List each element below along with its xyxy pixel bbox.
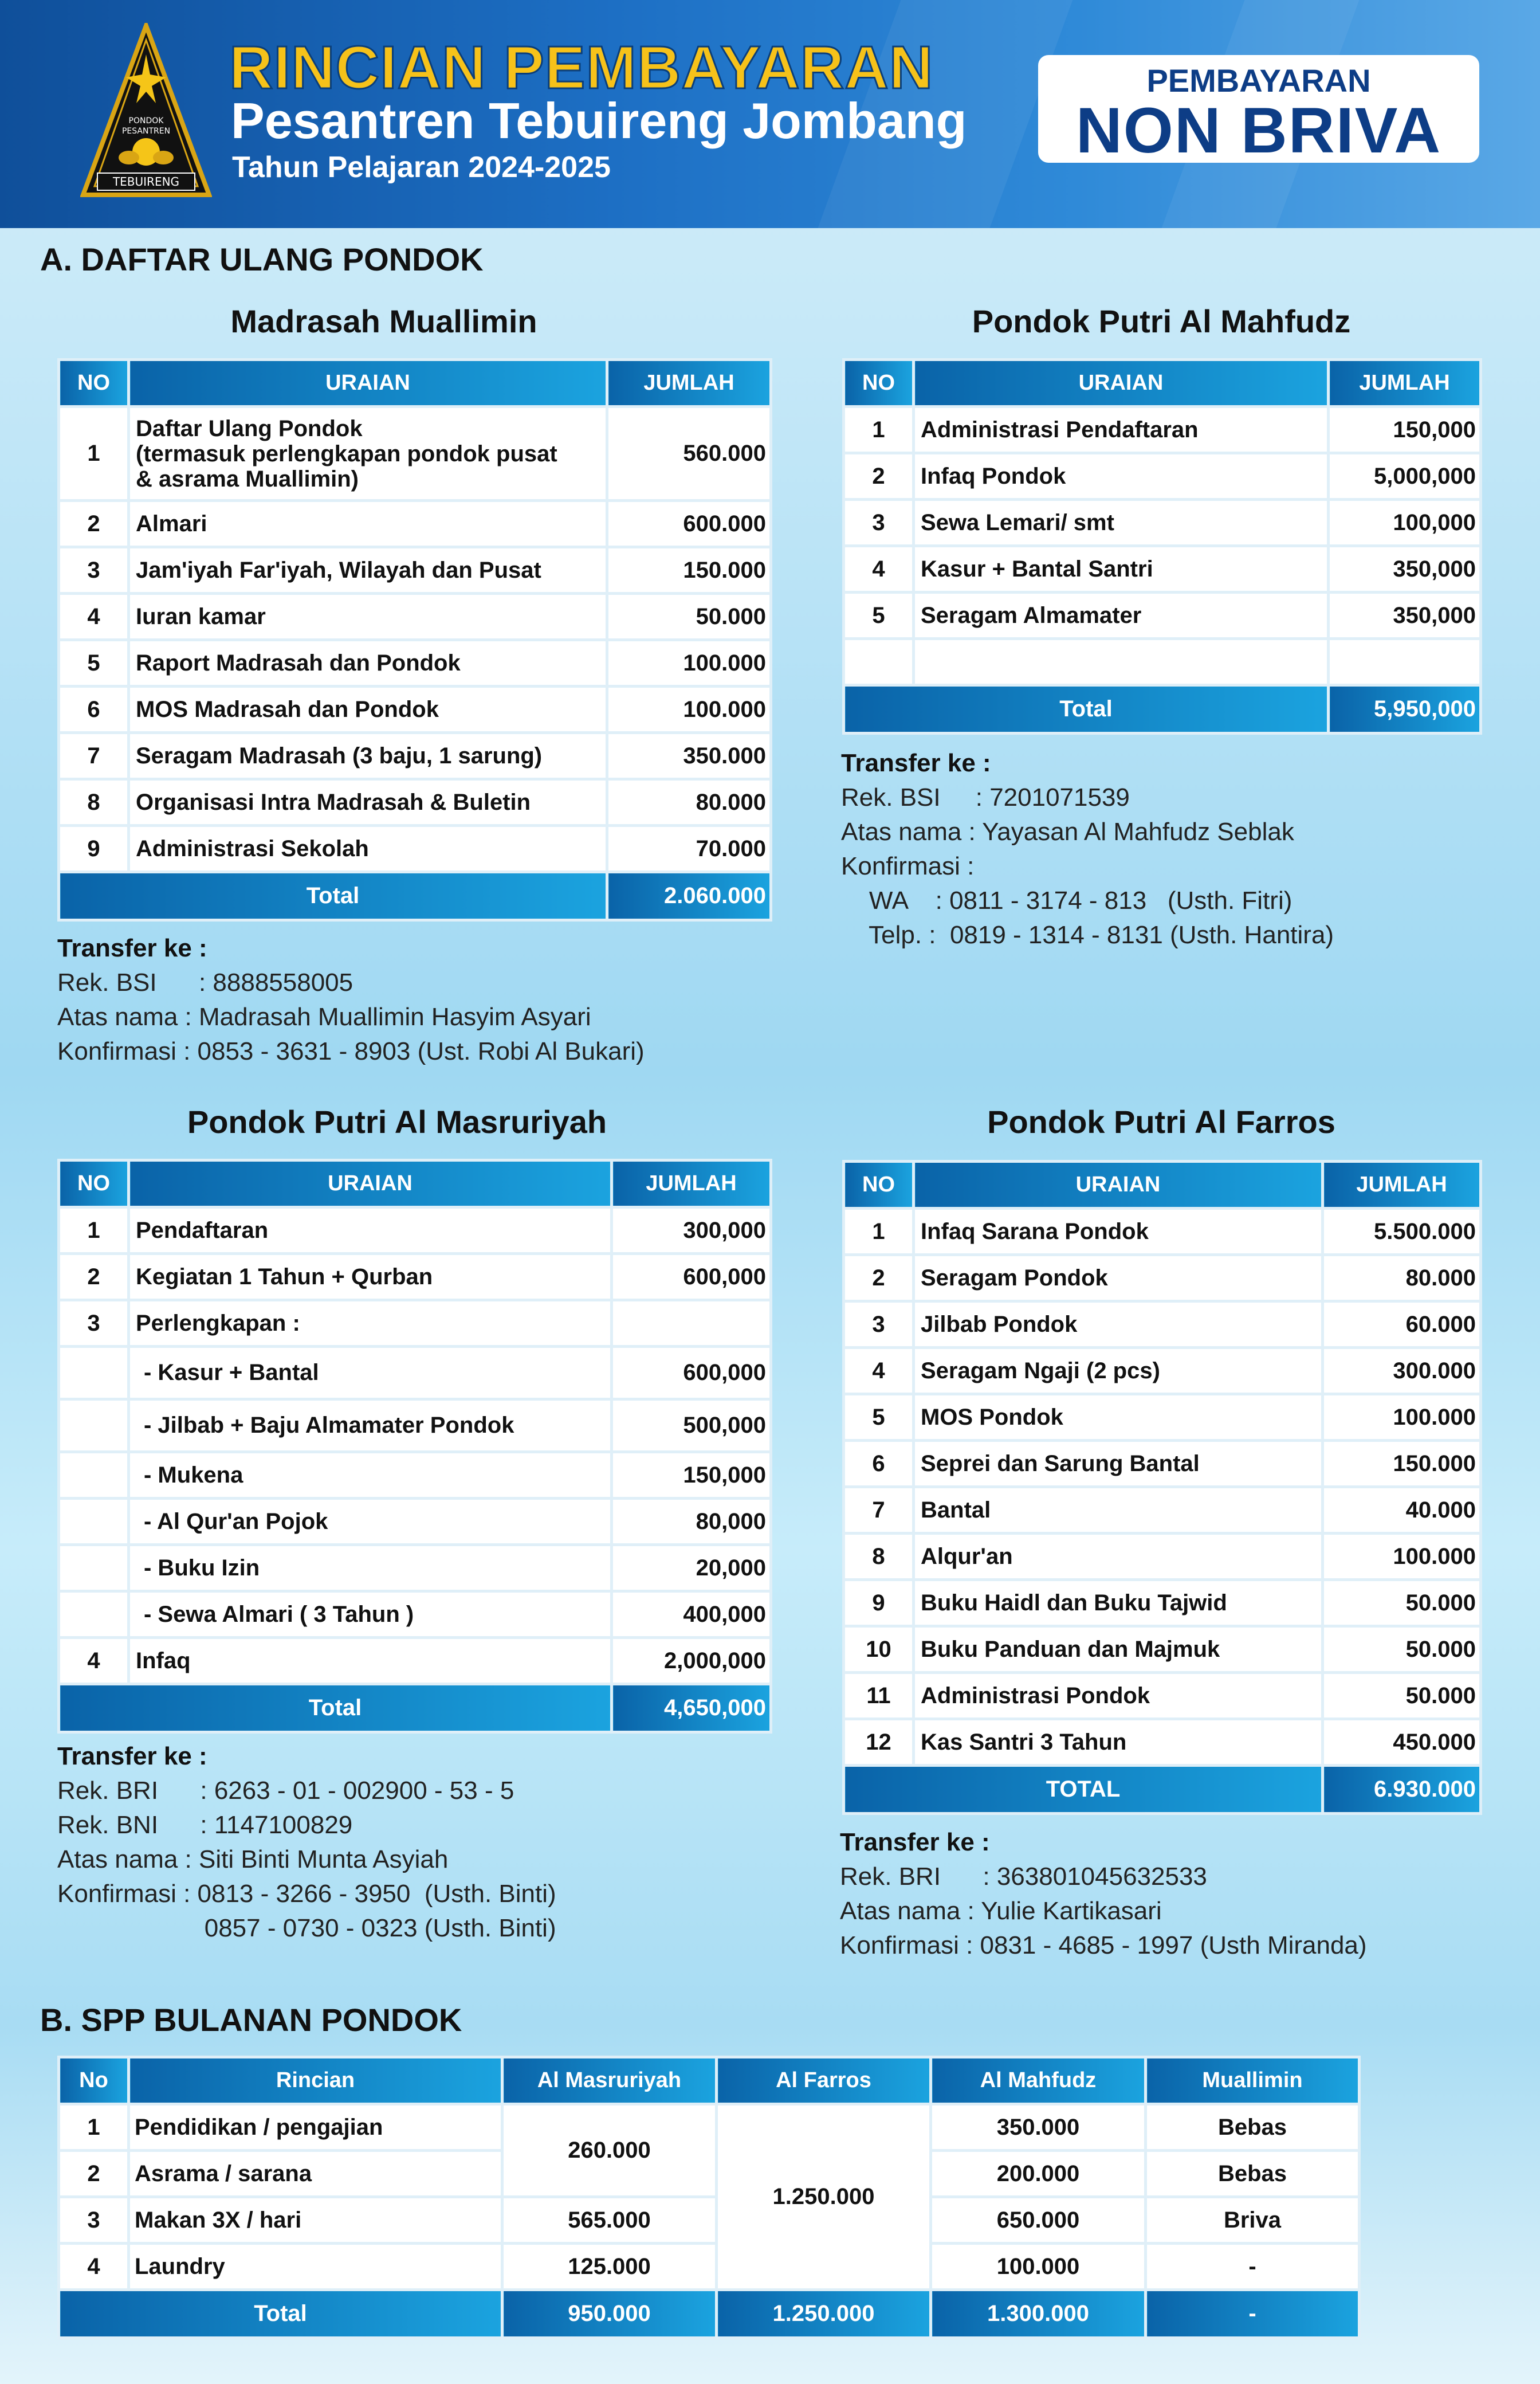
academic-year: Tahun Pelajaran 2024-2025 [232,151,611,184]
payment-type-badge [1038,55,1479,166]
total-row: Total 5,950,000 [844,685,1481,734]
table-row: 4 Infaq 2,000,000 [59,1638,771,1684]
table-row: 1 Daftar Ulang Pondok (termasuk perlengkapan pondok pusat & asrama Muallimin) 560.000 [59,407,771,501]
table-row: 7 Bantal 40.000 [844,1487,1481,1534]
table-row: 3 Sewa Lemari/ smt 100,000 [844,500,1481,546]
col-uraian: URAIAN [129,360,607,407]
table-row: 2 Kegiatan 1 Tahun + Qurban 600,000 [59,1254,771,1300]
table-row: 6 MOS Madrasah dan Pondok 100.000 [59,687,771,733]
svg-text:PONDOK: PONDOK [128,116,164,126]
masruriyah-table: NO URAIAN JUMLAH 1 Pendaftaran 300,000 2 Kegiatan 1 Tahun + Qurban 600,000 3 Perlengkapan : - Kasur + Bantal 600,000 - Jilbab + Baju Almamater Pondok 500,000 - Mukena 150,000 - Al Qur'an Pojok 80,000 - Buku Izin 20,000 - Sewa Almari ( 3 Tahun ) 400,000 4 Infaq 2,000,000 Total 4,650,000 [57,1159,772,1734]
table-row: 3 Makan 3X / hari 565.000 650.000 Briva [59,2197,1360,2244]
mahfudz-title: Pondok Putri Al Mahfudz [972,303,1351,339]
table-row [844,639,1481,685]
table-row: 2 Seragam Pondok 80.000 [844,1255,1481,1301]
table-row: 2 Almari 600.000 [59,501,771,547]
farros-title: Pondok Putri Al Farros [987,1104,1335,1140]
table-row: 2 Infaq Pondok 5,000,000 [844,453,1481,500]
farros-table: NO URAIAN JUMLAH 1 Infaq Sarana Pondok 5.500.000 2 Seragam Pondok 80.000 3 Jilbab Pondok 60.000 4 Seragam Ngaji (2 pcs) 300.000 5 MOS Pondok 100.000 6 Seprei dan Sarung Bantal 150.000 7 Bantal 40.000 8 Alqur'an 100.000 9 Buku Haidl dan Buku Tajwid 50.000 10 Buku Panduan dan Majmuk 50.000 11 Administrasi Pondok 50.000 12 Kas Santri 3 Tahun 450.000 TOTAL 6.930.000 [842,1160,1482,1815]
muallimin-title: Madrasah Muallimin [230,303,537,339]
svg-text:TEBUIRENG: TEBUIRENG [112,175,180,189]
table-row: 4 Iuran kamar 50.000 [59,594,771,640]
table-row: 1 Infaq Sarana Pondok 5.500.000 [844,1209,1481,1255]
masruriyah-transfer-info: Transfer ke : Rek. BRI : 6263 - 01 - 002900 - 53 - 5 Rek. BNI : 1147100829 Atas nama : Siti Binti Munta Asyiah Konfirmasi : 0813 - 3266 - 3950 (Usth. Binti) 0857 - 0730 - 0323 (Usth. Binti) [57,1742,556,1942]
table-row: - Kasur + Bantal 600,000 [59,1347,771,1399]
muallimin-transfer-info: Transfer ke : Rek. BSI : 8888558005 Atas nama : Madrasah Muallimin Hasyim Asyari Konfirmasi : 0853 - 3631 - 8903 (Ust. Robi Al Bukari) [57,934,645,1065]
table-row: 4 Laundry 125.000 100.000 - [59,2244,1360,2290]
table-row: 1 Administrasi Pendaftaran 150,000 [844,407,1481,453]
header-banner [0,0,1540,228]
table-row: 8 Alqur'an 100.000 [844,1534,1481,1580]
table-row: 1 Pendaftaran 300,000 [59,1207,771,1254]
table-row: 4 Kasur + Bantal Santri 350,000 [844,546,1481,593]
table-row: 6 Seprei dan Sarung Bantal 150.000 [844,1441,1481,1487]
table-row: 9 Administrasi Sekolah 70.000 [59,826,771,872]
section-b-title: B. SPP BULANAN PONDOK [40,2002,462,2038]
total-row: Total 4,650,000 [59,1684,771,1732]
table-row: 10 Buku Panduan dan Majmuk 50.000 [844,1626,1481,1673]
table-row: 11 Administrasi Pondok 50.000 [844,1673,1481,1719]
badge-line2: NON BRIVA [1075,95,1442,166]
total-amount: 2.060.000 [607,872,771,920]
spp-table: No Rincian Al Masruriyah Al Farros Al Mahfudz Muallimin 1 Pendidikan / pengajian 260.000 1.250.000 350.000 Bebas 2 Asrama / sarana 200.000 Bebas 3 Makan 3X / hari 565.000 650.000 Briva 4 Laundry 125.000 100.000 - Total 950.000 1.250.000 1.300.000 - [57,2056,1361,2339]
table-row: - Buku Izin 20,000 [59,1545,771,1591]
page-title: RINCIAN PEMBAYARAN [229,34,934,101]
masruriyah-title: Pondok Putri Al Masruriyah [187,1104,607,1140]
pesantren-logo [80,23,212,201]
col-no: NO [59,360,129,407]
page-subtitle: Pesantren Tebuireng Jombang [231,92,967,149]
badge-line1: PEMBAYARAN [1146,62,1371,99]
muallimin-table [57,358,772,922]
table-row: 3 Perlengkapan : [59,1300,771,1347]
mahfudz-transfer-info: Transfer ke : Rek. BSI : 7201071539 Atas nama : Yayasan Al Mahfudz Seblak Konfirmasi : WA : 0811 - 3174 - 813 (Usth. Fitri) Telp. : 0819 - 1314 - 8131 (Usth. Hantira) [841,749,1334,949]
table-row: 5 Seragam Almamater 350,000 [844,593,1481,639]
table-row: - Mukena 150,000 [59,1452,771,1499]
table-row: - Al Qur'an Pojok 80,000 [59,1499,771,1545]
table-row: 8 Organisasi Intra Madrasah & Buletin 80.000 [59,779,771,826]
table-row: 3 Jilbab Pondok 60.000 [844,1301,1481,1348]
table-row: 9 Buku Haidl dan Buku Tajwid 50.000 [844,1580,1481,1626]
table-row: 5 Raport Madrasah dan Pondok 100.000 [59,640,771,687]
mahfudz-table: NO URAIAN JUMLAH 1 Administrasi Pendaftaran 150,000 2 Infaq Pondok 5,000,000 3 Sewa Lemari/ smt 100,000 4 Kasur + Bantal Santri 350,000 5 Seragam Almamater 350,000 Total 5,950,000 [842,358,1482,735]
table-row: 4 Seragam Ngaji (2 pcs) 300.000 [844,1348,1481,1394]
table-row: - Jilbab + Baju Almamater Pondok 500,000 [59,1399,771,1452]
total-label: Total [59,872,607,920]
total-row: Total 950.000 1.250.000 1.300.000 - [59,2290,1360,2338]
table-row: 5 MOS Pondok 100.000 [844,1394,1481,1441]
table-row: 7 Seragam Madrasah (3 baju, 1 sarung) 350.000 [59,733,771,779]
table-row: 12 Kas Santri 3 Tahun 450.000 [844,1719,1481,1766]
total-row: TOTAL 6.930.000 [844,1766,1481,1814]
total-row [59,872,771,920]
farros-transfer-info: Transfer ke : Rek. BRI : 363801045632533 Atas nama : Yulie Kartikasari Konfirmasi : 0831 - 4685 - 1997 (Usth Miranda) [840,1828,1367,1959]
table-row: - Sewa Almari ( 3 Tahun ) 400,000 [59,1591,771,1638]
table-row: 3 Jam'iyah Far'iyah, Wilayah dan Pusat 150.000 [59,547,771,594]
section-a-title: A. DAFTAR ULANG PONDOK [40,241,484,277]
col-jumlah: JUMLAH [607,360,771,407]
svg-text:PESANTREN: PESANTREN [121,127,171,136]
table-row: 2 Asrama / sarana 200.000 Bebas [59,2151,1360,2197]
table-row: 1 Pendidikan / pengajian 260.000 1.250.000 350.000 Bebas [59,2104,1360,2151]
